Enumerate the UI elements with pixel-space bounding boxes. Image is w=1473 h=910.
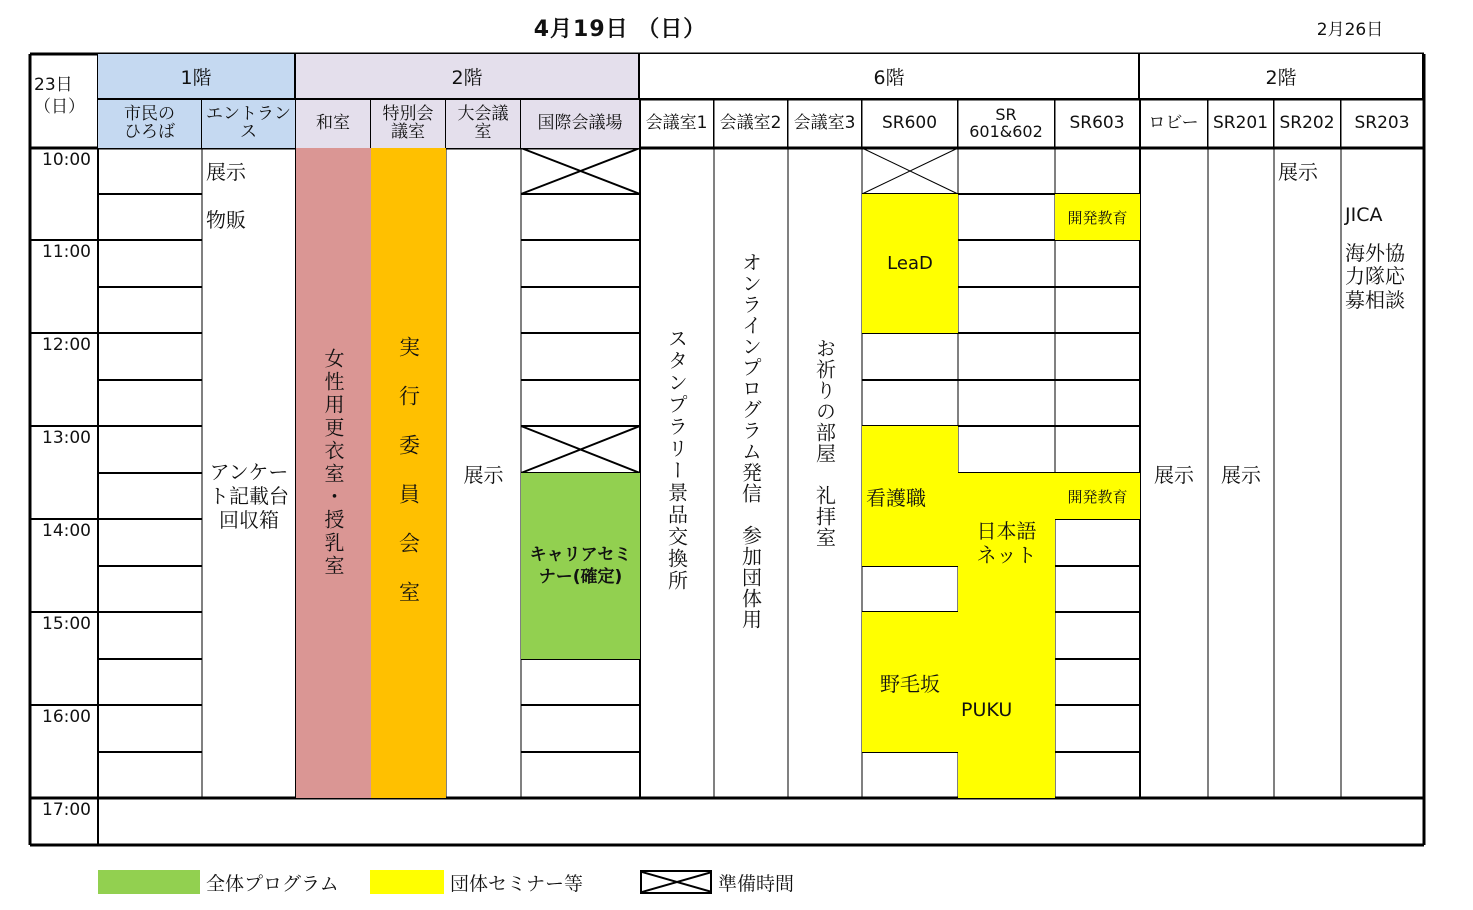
event-kaigi1-text: スタンプラリー景品交換所: [664, 328, 689, 592]
room-header-10: SR600: [862, 100, 958, 148]
room-header-16: SR203: [1341, 100, 1424, 148]
floor-header-2: 2階: [296, 54, 640, 100]
event-kango: 看護職: [862, 426, 958, 566]
event-entrance-1: 展示: [206, 160, 246, 184]
updated-date: 2月26日: [1316, 19, 1384, 40]
legend-swatch-3: [640, 870, 712, 894]
time-label-1600: 16:00: [42, 707, 91, 727]
time-label-1000: 10:00: [42, 150, 91, 170]
legend-label-2: 団体セミナー等: [450, 872, 584, 894]
event-washitsu-text: 女性用更衣室・授乳室: [321, 348, 345, 578]
event-sr202: 展示: [1278, 160, 1318, 184]
room-header-2: エントランス: [202, 100, 296, 148]
legend-cross-icon: [642, 872, 712, 892]
event-kaihatsu-1: 開発教育: [1055, 194, 1140, 240]
legend-label-1: 全体プログラム: [206, 872, 339, 894]
event-kaigi2-text: オンラインプログラム発信 参加団体用: [738, 252, 763, 630]
event-career: キャリアセミナー(確定): [521, 473, 640, 659]
floor-header-1: 1階: [98, 54, 296, 100]
floor-header-3: 6階: [640, 54, 1140, 100]
date-corner: [30, 54, 98, 148]
legend-label-3: 準備時間: [718, 872, 795, 894]
room-header-5: 大会議 室: [446, 100, 521, 148]
time-label-1300: 13:00: [42, 428, 91, 448]
room-header-14: SR201: [1208, 100, 1274, 148]
event-kaigi2: [714, 148, 788, 798]
event-noge: 野毛坂: [862, 612, 958, 752]
room-header-15: SR202: [1274, 100, 1341, 148]
event-puku: PUKU: [958, 612, 1055, 798]
event-tokubetsu: [371, 148, 446, 798]
event-kaigi3-text: お祈りの部屋 礼拝室: [812, 338, 837, 548]
time-label-1400: 14:00: [42, 521, 91, 541]
room-header-7: 会議室1: [640, 100, 714, 148]
event-sr203-a: JICA: [1345, 204, 1383, 226]
event-kaigi3: [788, 148, 862, 798]
event-tokubetsu-text: 実行委員会室: [396, 336, 421, 630]
room-header-11: SR 601&602: [958, 100, 1055, 148]
event-entrance-3: アンケート記載台回収箱: [209, 460, 289, 532]
room-header-6: 国際会議場: [521, 100, 640, 148]
room-header-1: 市民の ひろば: [98, 100, 202, 148]
event-washitsu: [296, 148, 371, 798]
time-label-1500: 15:00: [42, 614, 91, 634]
page-title: 4月19日 （日）: [533, 16, 707, 42]
room-header-13: ロビー: [1140, 100, 1208, 148]
event-lead: LeaD: [862, 194, 958, 333]
event-daikaigi: 展示: [463, 462, 504, 487]
legend-swatch-1: [98, 870, 200, 894]
room-header-4: 特別会 議室: [371, 100, 446, 148]
event-sr201: 展示: [1221, 462, 1261, 487]
event-entrance-2: 物販: [206, 208, 246, 232]
room-header-12: SR603: [1055, 100, 1140, 148]
room-header-8: 会議室2: [714, 100, 788, 148]
event-kaigi1: [640, 148, 714, 798]
time-label-1200: 12:00: [42, 335, 91, 355]
time-label-1100: 11:00: [42, 242, 91, 262]
corner-day: 23日: [34, 75, 73, 95]
event-sr203-b: 海外協力隊応募相談: [1345, 241, 1405, 312]
floor-header-4: 2階: [1140, 54, 1424, 100]
legend-swatch-2: [370, 870, 444, 894]
event-lobby: 展示: [1154, 462, 1194, 487]
room-header-9: 会議室3: [788, 100, 862, 148]
room-header-3: 和室: [296, 100, 371, 148]
time-label-1700: 17:00: [42, 800, 91, 820]
event-kaihatsu-2: 開発教育: [1055, 473, 1140, 519]
event-nihongo: 日本語ネット: [958, 473, 1055, 612]
corner-weekday: （日）: [34, 97, 85, 118]
